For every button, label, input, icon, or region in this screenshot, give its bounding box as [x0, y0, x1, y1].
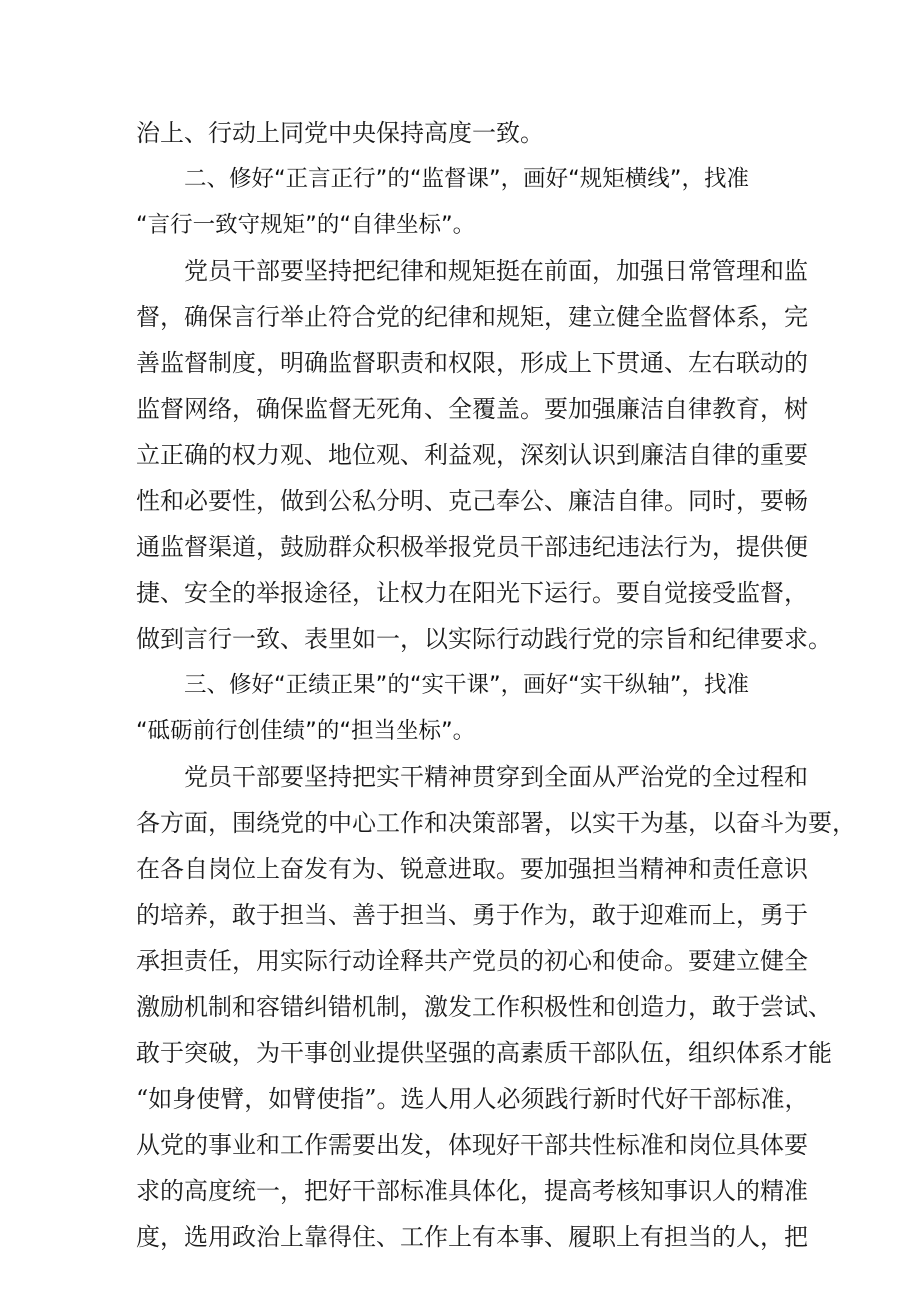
- section-heading-3: 三、修好“正绩正果”的“实干课”，画好“实干纵轴”，找准: [184, 672, 749, 698]
- paragraph-line: 监督网络，确保监督无死角、全覆盖。要加强廉洁自律教育，树: [136, 395, 808, 423]
- paragraph-line: 善监督制度，明确监督职责和权限，形成上下贯通、左右联动的: [136, 349, 808, 377]
- paragraph-line: 在各自岗位上奋发有为、锐意进取。要加强担当精神和责任意识: [136, 855, 808, 883]
- paragraph-line: 从党的事业和工作需要出发，体现好干部共性标准和岗位具体要: [136, 1131, 808, 1159]
- paragraph-line: 党员干部要坚持把实干精神贯穿到全面从严治党的全过程和: [184, 763, 808, 791]
- paragraph-line: 捷、安全的举报途径，让权力在阳光下运行。要自觉接受监督，: [136, 579, 808, 607]
- section-heading-2-continued: “言行一致守规矩”的“自律坐标”。: [136, 212, 476, 238]
- paragraph-line: 的培养，敢于担当、善于担当、勇于作为，敢于迎难而上，勇于: [136, 901, 808, 929]
- paragraph-line: “如身使臂，如臂使指”。选人用人必须践行新时代好干部标准，: [136, 1085, 809, 1113]
- paragraph-line: 治上、行动上同党中央保持高度一致。: [136, 119, 544, 147]
- section-heading-3-continued: “砥砺前行创佳绩”的“担当坐标”。: [136, 718, 476, 744]
- paragraph-line: 立正确的权力观、地位观、利益观，深刻认识到廉洁自律的重要: [136, 441, 808, 469]
- paragraph-line: 各方面，围绕党的中心工作和决策部署，以实干为基，以奋斗为要，: [136, 809, 856, 837]
- paragraph-line: 通监督渠道，鼓励群众积极举报党员干部违纪违法行为，提供便: [136, 533, 808, 561]
- paragraph-line: 党员干部要坚持把纪律和规矩挺在前面，加强日常管理和监: [184, 257, 808, 285]
- paragraph-line: 激励机制和容错纠错机制，激发工作积极性和创造力，敢于尝试、: [136, 993, 832, 1021]
- paragraph-line: 做到言行一致、表里如一，以实际行动践行党的宗旨和纪律要求。: [136, 625, 832, 653]
- paragraph-line: 性和必要性，做到公私分明、克己奉公、廉洁自律。同时，要畅: [136, 487, 808, 515]
- paragraph-line: 敢于突破，为干事创业提供坚强的高素质干部队伍，组织体系才能: [136, 1039, 832, 1067]
- paragraph-line: 度，选用政治上靠得住、工作上有本事、履职上有担当的人，把: [136, 1223, 808, 1251]
- paragraph-line: 承担责任，用实际行动诠释共产党员的初心和使命。要建立健全: [136, 947, 808, 975]
- section-heading-2: 二、修好“正言正行”的“监督课”，画好“规矩横线”，找准: [184, 166, 749, 192]
- paragraph-line: 督，确保言行举止符合党的纪律和规矩，建立健全监督体系，完: [136, 303, 808, 331]
- paragraph-line: 求的高度统一，把好干部标准具体化，提高考核知事识人的精准: [136, 1177, 808, 1205]
